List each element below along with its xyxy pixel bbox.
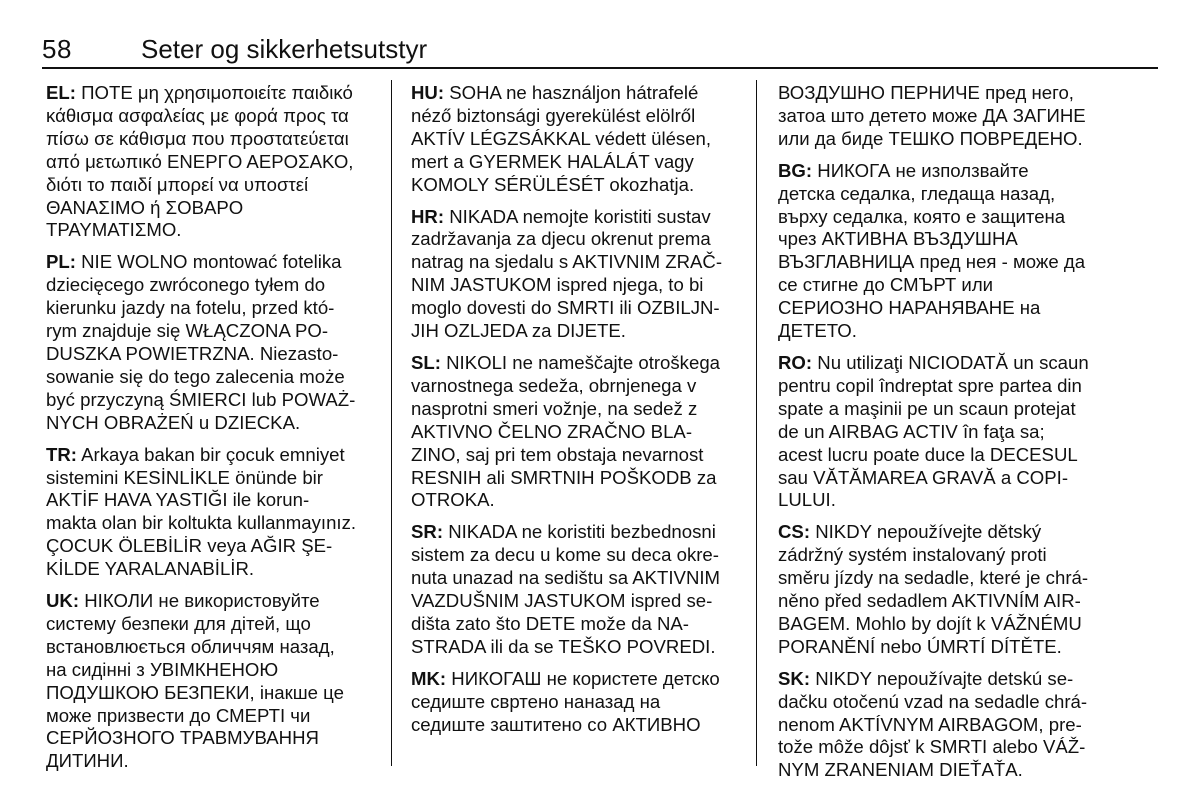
paragraph-line: ВЪЗГЛАВНИЦА пред нея - може да bbox=[778, 251, 1086, 273]
text-column-3 bbox=[778, 82, 1114, 791]
column-divider bbox=[756, 80, 757, 766]
paragraph-line: детска седалка, гледаща назад, bbox=[778, 182, 1056, 204]
paragraph-line: pentru copil îndreptat spre partea din bbox=[778, 374, 1082, 396]
paragraph-line: NIM JASTUKOM ispred njega, to bi bbox=[411, 274, 704, 296]
paragraph-line: ΤΡΑΥΜΑΤΙΣΜΟ. bbox=[46, 219, 182, 241]
warning-paragraph bbox=[46, 590, 378, 773]
section-title: Seter og sikkerhetsutstyr bbox=[141, 34, 428, 64]
paragraph-line: zádržný systém instalovaný proti bbox=[778, 544, 1047, 566]
paragraph-line: OTROKA. bbox=[411, 489, 495, 511]
paragraph-line: NYM ZRANENIAM DIEŤAŤA. bbox=[778, 759, 1023, 781]
warning-paragraph bbox=[411, 82, 743, 197]
paragraph-line: седиште свртено наназад на bbox=[411, 690, 661, 712]
paragraph-line: rym znajduje się WŁĄCZONA PO‐ bbox=[46, 320, 329, 342]
paragraph-line: ПОДУШКОЮ БЕЗПЕКИ, інакше це bbox=[46, 681, 344, 703]
paragraph-line: nuta unazad na sedištu sa AKTIVNIM bbox=[411, 567, 721, 589]
paragraph-line: ΘΑΝΑΣΙΜΟ ή ΣΟΒΑΡΟ bbox=[46, 196, 244, 218]
language-code: BG: bbox=[778, 159, 813, 181]
language-code: HR: bbox=[411, 205, 445, 227]
paragraph-line: ZINO, saj pri tem obstaja nevarnost bbox=[411, 443, 704, 465]
paragraph-line: RESNIH ali SMRTNIH POŠKODB za bbox=[411, 466, 717, 488]
paragraph-line: spate a maşinii pe un scaun protejat bbox=[778, 397, 1076, 419]
paragraph-line: mert a GYERMEK HALÁLÁT vagy bbox=[411, 150, 694, 172]
header-rule bbox=[42, 67, 1158, 69]
paragraph-line: НІКОЛИ не використовуйте bbox=[79, 590, 320, 612]
paragraph-line: STRADA ili da se TEŠKO POVREDI. bbox=[411, 635, 716, 657]
paragraph-line: από μετωπικό ΕΝΕΡΓΟ ΑΕΡΟΣΑΚΟ, bbox=[46, 150, 354, 172]
paragraph-line: nasprotni smeri vožnje, na sedež z bbox=[411, 397, 698, 419]
paragraph-line: систему безпеки для дітей, що bbox=[46, 612, 311, 634]
warning-paragraph bbox=[778, 521, 1114, 658]
paragraph-line: KİLDE YARALANABİLİR. bbox=[46, 558, 255, 580]
language-code: SL: bbox=[411, 351, 441, 373]
paragraph-line: NIE WOLNO montować fotelika bbox=[75, 251, 342, 273]
paragraph-line: dziecięcego zwróconego tyłem do bbox=[46, 274, 326, 296]
paragraph-line: върху седалка, която е защитена bbox=[778, 205, 1066, 227]
warning-paragraph bbox=[411, 206, 743, 343]
language-code: MK: bbox=[411, 667, 447, 689]
paragraph-line: sau VĂTĂMAREA GRAVĂ a COPI‐ bbox=[778, 466, 1069, 488]
paragraph-line: чрез АКТИВНА ВЪЗДУШНА bbox=[778, 228, 1018, 250]
column-divider bbox=[391, 80, 392, 766]
paragraph-line: sistemini KESİNLİKLE önünde bir bbox=[46, 466, 323, 488]
paragraph-line: ДИТИНИ. bbox=[46, 750, 129, 772]
paragraph-line: AKTIVNO ČELNO ZRAČNO BLA‐ bbox=[411, 420, 693, 442]
paragraph-line: СЕРЙОЗНОГО ТРАВМУВАННЯ bbox=[46, 727, 319, 749]
language-code: TR: bbox=[46, 443, 77, 465]
paragraph-line: НИКОГАШ не користете детско bbox=[446, 667, 720, 689]
language-code: UK: bbox=[46, 590, 80, 612]
paragraph-line: NIKDY nepoužívajte detskú se‐ bbox=[810, 667, 1074, 689]
paragraph-line: tože môže dôjsť k SMRTI alebo VÁŽ‐ bbox=[778, 736, 1086, 758]
paragraph-line: NIKOLI ne nameščajte otroškega bbox=[440, 351, 721, 373]
language-code: CS: bbox=[778, 521, 811, 543]
paragraph-line: затоа што детето може ДА ЗАГИНЕ bbox=[778, 104, 1086, 126]
paragraph-line: NYCH OBRAŻEŃ u DZIECKA. bbox=[46, 411, 301, 433]
warning-paragraph bbox=[411, 521, 743, 658]
paragraph-line: nenom AKTÍVNYM AIRBAGOM, pre‐ bbox=[778, 713, 1082, 735]
warning-paragraph bbox=[46, 82, 378, 242]
paragraph-line: може призвести до СМЕРТІ чи bbox=[46, 704, 311, 726]
paragraph-line: BAGEM. Mohlo by dojít k VÁŽNÉMU bbox=[778, 612, 1082, 634]
paragraph-line: de un AIRBAG ACTIV în faţa sa; bbox=[778, 420, 1045, 442]
paragraph-line: być przyczyną ŚMIERCI lub POWAŻ‐ bbox=[46, 388, 356, 410]
warning-paragraph bbox=[411, 352, 743, 512]
warning-paragraph bbox=[46, 251, 378, 434]
paragraph-line: СЕРИОЗНО НАРАНЯВАНЕ на bbox=[778, 297, 1041, 319]
paragraph-line: или да биде ТЕШКО ПОВРЕДЕНО. bbox=[778, 127, 1083, 149]
language-code: RO: bbox=[778, 351, 813, 373]
paragraph-line: AKTİF HAVA YASTIĞI ile korun‐ bbox=[46, 489, 310, 511]
paragraph-line: διότι το παιδί μπορεί να υποστεί bbox=[46, 173, 309, 195]
warning-paragraph bbox=[778, 82, 1114, 151]
paragraph-line: DUSZKA POWIETRZNA. Niezasto‐ bbox=[46, 342, 339, 364]
language-code: PL: bbox=[46, 251, 76, 273]
language-code: SR: bbox=[411, 521, 444, 543]
paragraph-line: НИКОГА не използвайте bbox=[812, 159, 1029, 181]
paragraph-line: dačku otočenú vzad na sedadle chrá‐ bbox=[778, 690, 1088, 712]
paragraph-line: JIH OZLJEDA za DIJETE. bbox=[411, 320, 626, 342]
warning-paragraph bbox=[778, 352, 1114, 512]
paragraph-line: dišta zato što DETE može da NA‐ bbox=[411, 612, 689, 634]
paragraph-line: на сидінні з УВІМКНЕНОЮ bbox=[46, 658, 279, 680]
paragraph-line: směru jízdy na sedadle, které je chrá‐ bbox=[778, 567, 1089, 589]
paragraph-line: SOHA ne használjon hátrafelé bbox=[444, 82, 699, 103]
paragraph-line: varnostnega sedeža, obrnjenega v bbox=[411, 374, 697, 396]
paragraph-line: makta olan bir koltukta kullanmayınız. bbox=[46, 512, 357, 534]
paragraph-line: AKTÍV LÉGZSÁKKAL védett ülésen, bbox=[411, 127, 712, 149]
paragraph-line: PORANĚNÍ nebo ÚMRTÍ DÍTĚTE. bbox=[778, 635, 1062, 657]
paragraph-line: κάθισμα ασφαλείας με φορά προς τα bbox=[46, 104, 349, 126]
page-header bbox=[42, 32, 1158, 68]
paragraph-line: moglo dovesti do SMRTI ili OZBILJN‐ bbox=[411, 297, 720, 319]
paragraph-line: NIKADA nemojte koristiti sustav bbox=[444, 205, 711, 227]
warning-paragraph bbox=[778, 668, 1114, 783]
paragraph-line: NIKADA ne koristiti bezbednosni bbox=[443, 521, 716, 543]
paragraph-line: ΠΟΤΕ μη χρησιμοποιείτε παιδικό bbox=[75, 82, 353, 103]
language-code: HU: bbox=[411, 82, 445, 103]
paragraph-line: něno před sedadlem AKTIVNÍM AIR‐ bbox=[778, 590, 1081, 612]
paragraph-line: ВОЗДУШНО ПЕРНИЧЕ пред него, bbox=[778, 82, 1074, 103]
paragraph-line: KOMOLY SÉRÜLÉSÉT okozhatja. bbox=[411, 173, 695, 195]
warning-paragraph bbox=[46, 444, 378, 581]
paragraph-line: NIKDY nepoužívejte dětský bbox=[810, 521, 1042, 543]
paragraph-line: sistem za decu u kome su deca okre‐ bbox=[411, 544, 719, 566]
paragraph-line: седиште заштитено со АКТИВНО bbox=[411, 713, 701, 735]
paragraph-line: VAZDUŠNIM JASTUKOM ispred se‐ bbox=[411, 590, 713, 612]
warning-paragraph bbox=[778, 160, 1114, 343]
page-number: 58 bbox=[42, 34, 72, 64]
language-code: SK: bbox=[778, 667, 811, 689]
paragraph-line: Arkaya bakan bir çocuk emniyet bbox=[76, 443, 345, 465]
paragraph-line: sowanie się do tego zalecenia może bbox=[46, 365, 345, 387]
paragraph-line: Nu utilizaţi NICIODATĂ un scaun bbox=[812, 351, 1089, 373]
paragraph-line: ÇOCUK ÖLEBİLİR veya AĞIR ŞE‐ bbox=[46, 535, 333, 557]
text-column-2 bbox=[411, 82, 743, 745]
paragraph-line: LULUI. bbox=[778, 489, 836, 511]
text-column-1 bbox=[46, 82, 378, 782]
paragraph-line: πίσω σε κάθισμα που προστατεύεται bbox=[46, 127, 349, 149]
paragraph-line: zadržavanja za djecu okrenut prema bbox=[411, 228, 711, 250]
paragraph-line: ДЕТЕТО. bbox=[778, 320, 857, 342]
paragraph-line: се стигне до СМЪРТ или bbox=[778, 274, 994, 296]
paragraph-line: néző biztonsági gyerekülést elölről bbox=[411, 104, 696, 126]
paragraph-line: встановлюється обличчям назад, bbox=[46, 635, 335, 657]
language-code: EL: bbox=[46, 82, 76, 103]
paragraph-line: acest lucru poate duce la DECESUL bbox=[778, 443, 1078, 465]
paragraph-line: natrag na sjedalu s AKTIVNIM ZRAČ‐ bbox=[411, 251, 723, 273]
warning-paragraph bbox=[411, 668, 743, 737]
paragraph-line: kierunku jazdy na fotelu, przed któ‐ bbox=[46, 297, 335, 319]
